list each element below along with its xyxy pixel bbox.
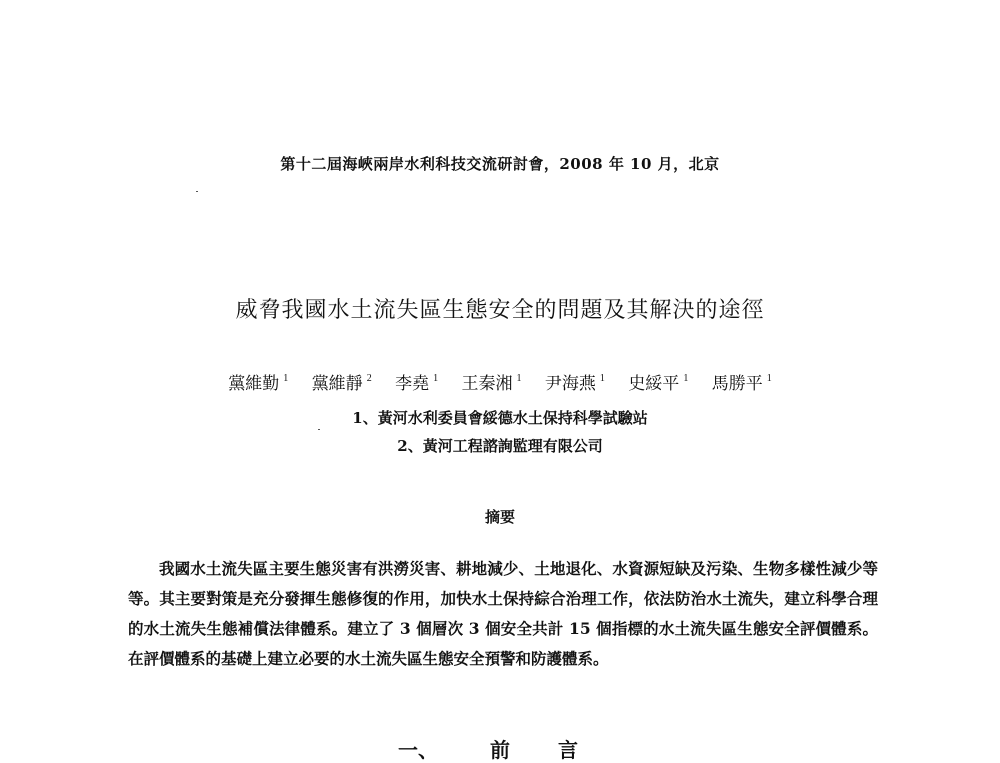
section-number: 一、 (398, 738, 438, 762)
author-affil-mark: 1 (516, 373, 522, 384)
affiliation-2: 2、黃河工程諮詢監理有限公司 (397, 437, 603, 455)
author (462, 369, 522, 394)
author-name: 馬勝平 (711, 374, 763, 394)
abstract-body: 我國水土流失區主要生態災害有洪澇災害、耕地減少、土地退化、水資源短缺及污染、生物多樣性減少等等。其主要對策是充分發揮生態修復的作用，加快水土保持綜合治理工作，依法防治水土流失，建立科學合理的水土流失生態補償法律體系。建立了 3 個層次 3 個安全共計 15 個指標的水土流失區生態安全評價體系。在評價體系的基礎上建立必要的水土流失區生態安全預警和防護體系。 (128, 559, 878, 668)
paper-title: 威脅我國水土流失區生態安全的問題及其解決的途徑 (235, 298, 765, 323)
author-name: 史綏平 (628, 374, 680, 394)
section-heading (0, 734, 1000, 763)
abstract-heading: 摘要 (484, 508, 515, 526)
author (712, 369, 772, 394)
affiliation-1: 1、黃河水利委員會綏德水土保持科學試驗站 (352, 409, 648, 427)
author-list (0, 369, 1000, 394)
author-name: 黨維勤 (228, 374, 280, 394)
author-affil-mark: 1 (599, 373, 605, 384)
section-title-char: 前 (490, 738, 510, 762)
author-affil-mark: 1 (283, 373, 289, 384)
author-name: 尹海燕 (544, 374, 596, 394)
author-affil-mark: 2 (366, 373, 372, 384)
author-name: 李堯 (395, 374, 430, 394)
author (312, 369, 372, 394)
author-name: 王秦湘 (461, 374, 513, 394)
author (228, 369, 288, 394)
author-affil-mark: 1 (433, 373, 439, 384)
section-title-char: 言 (558, 738, 578, 762)
author-affil-mark: 1 (766, 373, 772, 384)
author (545, 369, 605, 394)
scan-speck (196, 191, 198, 192)
affiliation-list (0, 404, 1000, 460)
author-affil-mark: 1 (683, 373, 689, 384)
author (628, 369, 688, 394)
conference-header: 第十二屆海峽兩岸水利科技交流研討會，2008 年 10 月，北京 (280, 155, 720, 173)
author-name: 黨維靜 (311, 374, 363, 394)
author (395, 369, 438, 394)
